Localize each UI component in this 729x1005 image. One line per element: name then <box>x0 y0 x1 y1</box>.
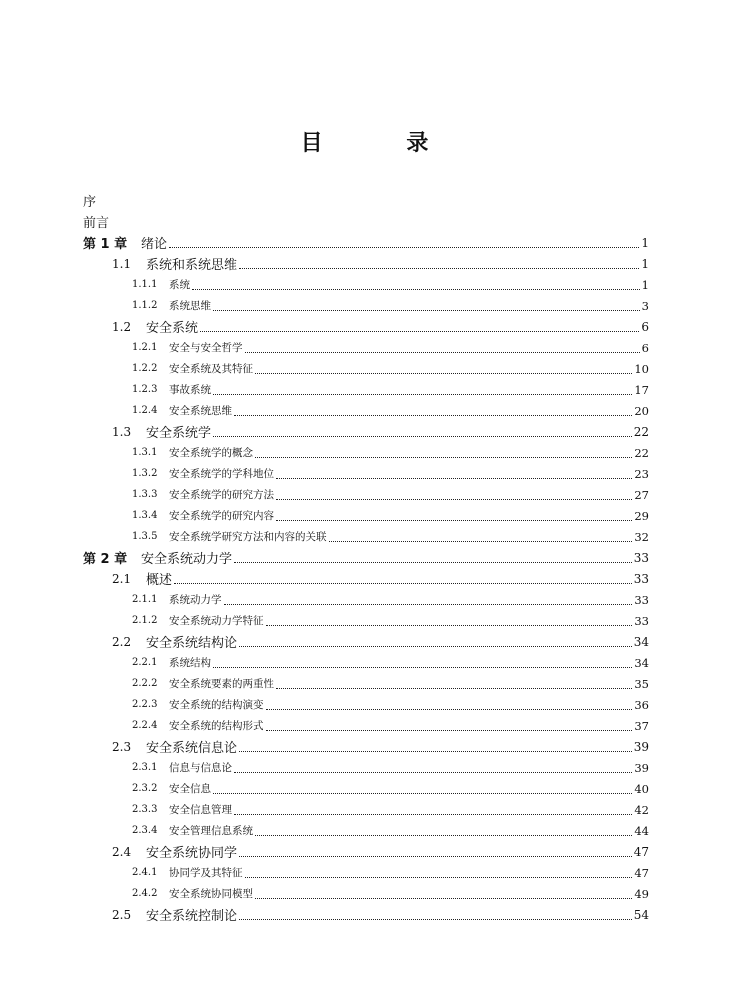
dot-leader <box>200 316 639 337</box>
dot-leader <box>276 505 632 526</box>
toc-entry-title: 安全系统协同模型 <box>169 888 253 900</box>
toc-entry-number: 第 1 章 <box>83 237 128 252</box>
dot-leader <box>255 442 632 463</box>
toc-entry[interactable] <box>83 400 649 421</box>
toc-entry-title: 序 <box>83 195 97 210</box>
toc-entry-number: 2.2.1 <box>132 657 158 668</box>
toc-entry-number: 1.3.1 <box>132 447 158 458</box>
toc-entry-page-number: 23 <box>634 466 649 481</box>
toc-entry-number: 2.2.3 <box>132 699 158 710</box>
toc-entry-number: 2.3.1 <box>132 762 158 773</box>
toc-entry-number: 2.1.2 <box>132 615 158 626</box>
toc-entry-title: 安全系统的结构形式 <box>169 720 264 732</box>
toc-entry-title: 安全系统 <box>146 321 199 336</box>
toc-entry[interactable] <box>83 736 649 757</box>
toc-entry-number: 2.2.2 <box>132 678 158 689</box>
dot-leader <box>213 295 640 316</box>
toc-entry-title: 安全系统学的学科地位 <box>169 468 274 480</box>
dot-leader <box>224 589 633 610</box>
dot-leader <box>266 715 633 736</box>
toc-entry-page-number: 6 <box>641 340 649 355</box>
dot-leader <box>239 736 632 757</box>
toc-entry-page-number: 33 <box>634 592 649 607</box>
toc-entry[interactable] <box>83 484 649 505</box>
toc-entry[interactable] <box>83 757 649 778</box>
toc-entry-title: 安全系统学的研究内容 <box>169 510 274 522</box>
toc-entry-page-number: 33 <box>633 571 649 586</box>
dot-leader <box>213 421 632 442</box>
toc-entry-title: 系统和系统思维 <box>146 258 238 273</box>
toc-entry[interactable] <box>83 589 649 610</box>
toc-entry-number: 2.3.2 <box>132 783 158 794</box>
toc-entry-title: 安全管理信息系统 <box>169 825 253 837</box>
toc-entry-number: 1.3.5 <box>132 531 158 542</box>
toc-entry-page-number: 1 <box>641 256 649 271</box>
toc-entry-title: 安全系统思维 <box>169 405 232 417</box>
toc-entry-page-number: 22 <box>633 424 649 439</box>
toc-entry-page-number: 44 <box>634 823 649 838</box>
toc-entry-number: 1.2.4 <box>132 405 158 416</box>
toc-entry-page-number: 29 <box>634 508 649 523</box>
toc-entry-number: 2.1.1 <box>132 594 158 605</box>
toc-entry[interactable] <box>83 673 649 694</box>
toc-entry[interactable] <box>83 883 649 904</box>
dot-leader <box>255 883 632 904</box>
toc-entry-page-number: 39 <box>634 760 649 775</box>
toc-entry-title: 安全系统学研究方法和内容的关联 <box>169 531 327 543</box>
toc-entry[interactable] <box>83 442 649 463</box>
toc-entry-number: 2.4.1 <box>132 867 158 878</box>
toc-entry[interactable] <box>83 190 649 211</box>
toc-entry-number: 1.3 <box>112 424 132 439</box>
toc-entry-title: 安全系统信息论 <box>146 741 238 756</box>
dot-leader <box>239 841 632 862</box>
dot-leader <box>192 274 640 295</box>
toc-entry[interactable] <box>83 610 649 631</box>
toc-entry-page-number: 27 <box>634 487 649 502</box>
toc-entry-title: 绪论 <box>141 237 168 252</box>
dot-leader <box>276 484 632 505</box>
toc-entry-title: 安全系统结构论 <box>146 636 238 651</box>
dot-leader <box>213 778 632 799</box>
toc-entry-number: 2.4 <box>112 844 132 859</box>
toc-entry-number: 1.2.1 <box>132 342 158 353</box>
toc-entry-title: 安全信息管理 <box>169 804 232 816</box>
toc-entry-title: 安全系统协同学 <box>146 846 238 861</box>
toc-entry-number: 1.3.4 <box>132 510 158 521</box>
toc-entry[interactable] <box>83 379 649 400</box>
toc-entry-number: 2.4.2 <box>132 888 158 899</box>
toc-entry-title: 安全系统动力学特征 <box>169 615 264 627</box>
toc-entry-page-number: 47 <box>634 865 649 880</box>
toc-entry-number: 2.2 <box>112 634 132 649</box>
toc-entry-title: 系统结构 <box>169 657 211 669</box>
dot-leader <box>234 799 632 820</box>
toc-entry[interactable] <box>83 799 649 820</box>
toc-entry-number: 2.3.3 <box>132 804 158 815</box>
dot-leader <box>266 694 633 715</box>
toc-entry-title: 概述 <box>146 573 173 588</box>
toc-entry-page-number: 34 <box>634 655 649 670</box>
toc-entry-title: 安全系统学 <box>146 426 212 441</box>
dot-leader <box>169 232 639 253</box>
toc-entry[interactable] <box>83 505 649 526</box>
dot-leader <box>276 673 632 694</box>
toc-entry-number: 2.3.4 <box>132 825 158 836</box>
dot-leader <box>234 400 632 421</box>
toc-entry-number: 2.3 <box>112 739 132 754</box>
toc-entry-number: 1.3.3 <box>132 489 158 500</box>
toc-entry-page-number: 22 <box>634 445 649 460</box>
dot-leader <box>329 526 633 547</box>
toc-entry-page-number: 17 <box>634 382 649 397</box>
toc-entry[interactable] <box>83 862 649 883</box>
toc-entry[interactable] <box>83 337 649 358</box>
toc-entry-page-number: 33 <box>634 613 649 628</box>
toc-entry-title: 协同学及其特征 <box>169 867 243 879</box>
toc-entry-page-number: 36 <box>634 697 649 712</box>
toc-entry-page-number: 35 <box>634 676 649 691</box>
toc-entry-title: 安全系统控制论 <box>146 909 238 924</box>
dot-leader <box>234 757 632 778</box>
toc-entry-title: 前言 <box>83 216 110 231</box>
dot-leader <box>239 904 632 925</box>
page-title: 目 录 <box>300 131 467 156</box>
toc-entry[interactable] <box>83 316 649 337</box>
dot-leader <box>213 652 632 673</box>
toc-entry-number: 1.2.2 <box>132 363 158 374</box>
dot-leader <box>266 610 633 631</box>
dot-leader <box>234 547 632 568</box>
toc-entry-title: 系统 <box>169 279 190 291</box>
toc-entry-page-number: 49 <box>634 886 649 901</box>
toc-entry[interactable] <box>83 358 649 379</box>
toc-entry-page-number: 10 <box>634 361 649 376</box>
toc-entry[interactable] <box>83 526 649 547</box>
toc-entry-page-number: 3 <box>641 298 649 313</box>
toc-entry[interactable] <box>83 295 649 316</box>
toc-entry-number: 1.1.1 <box>132 279 158 290</box>
toc-entry[interactable] <box>83 715 649 736</box>
toc-entry-page-number: 34 <box>633 634 649 649</box>
toc-entry-page-number: 37 <box>634 718 649 733</box>
toc-entry-page-number: 54 <box>633 907 649 922</box>
toc-entry[interactable] <box>83 232 649 253</box>
toc-entry-page-number: 1 <box>641 277 649 292</box>
toc-entry-number: 1.1.2 <box>132 300 158 311</box>
toc-entry-title: 系统思维 <box>169 300 211 312</box>
dot-leader <box>213 379 632 400</box>
toc-entry[interactable] <box>83 778 649 799</box>
toc-entry-number: 第 2 章 <box>83 552 128 567</box>
toc-entry[interactable] <box>83 652 649 673</box>
toc-entry-title: 安全与安全哲学 <box>169 342 243 354</box>
toc-entry-title: 系统动力学 <box>169 594 222 606</box>
toc-entry[interactable] <box>83 421 649 442</box>
toc-entry[interactable] <box>83 463 649 484</box>
toc-entry-number: 1.3.2 <box>132 468 158 479</box>
toc-entry-number: 1.2.3 <box>132 384 158 395</box>
toc-entry[interactable] <box>83 820 649 841</box>
toc-entry-number: 2.5 <box>112 907 132 922</box>
toc-entry-number: 2.2.4 <box>132 720 158 731</box>
toc-entry-page-number: 20 <box>634 403 649 418</box>
toc-entry[interactable] <box>83 631 649 652</box>
dot-leader <box>239 631 632 652</box>
toc-entry[interactable] <box>83 568 649 589</box>
toc-entry-title: 安全系统学的概念 <box>169 447 253 459</box>
toc-entry[interactable] <box>83 274 649 295</box>
dot-leader <box>255 820 632 841</box>
toc-entry-page-number: 1 <box>641 235 649 250</box>
toc-entry[interactable] <box>83 694 649 715</box>
toc-entry-title: 信息与信息论 <box>169 762 232 774</box>
toc-entry-title: 安全系统要素的两重性 <box>169 678 274 690</box>
toc-entry-page-number: 39 <box>633 739 649 754</box>
toc-entry-title: 安全系统及其特征 <box>169 363 253 375</box>
toc-entry[interactable] <box>83 841 649 862</box>
toc-entry[interactable] <box>83 211 649 232</box>
toc-entry[interactable] <box>83 253 649 274</box>
toc-entry-number: 1.1 <box>112 256 132 271</box>
toc-entry-title: 安全系统动力学 <box>141 552 233 567</box>
table-of-contents <box>83 190 649 925</box>
dot-leader <box>245 862 633 883</box>
toc-entry-page-number: 33 <box>633 550 649 565</box>
toc-entry-title: 安全系统学的研究方法 <box>169 489 274 501</box>
toc-entry[interactable] <box>83 547 649 568</box>
toc-entry-number: 1.2 <box>112 319 132 334</box>
dot-leader <box>174 568 632 589</box>
toc-entry-title: 安全信息 <box>169 783 211 795</box>
dot-leader <box>276 463 632 484</box>
dot-leader <box>245 337 640 358</box>
toc-entry-page-number: 42 <box>634 802 649 817</box>
toc-entry-page-number: 32 <box>634 529 649 544</box>
dot-leader <box>255 358 632 379</box>
toc-entry-number: 2.1 <box>112 571 132 586</box>
toc-entry-title: 事故系统 <box>169 384 211 396</box>
toc-entry-page-number: 47 <box>633 844 649 859</box>
toc-entry-title: 安全系统的结构演变 <box>169 699 264 711</box>
toc-entry[interactable] <box>83 904 649 925</box>
toc-entry-page-number: 40 <box>634 781 649 796</box>
toc-entry-page-number: 6 <box>641 319 649 334</box>
dot-leader <box>239 253 639 274</box>
